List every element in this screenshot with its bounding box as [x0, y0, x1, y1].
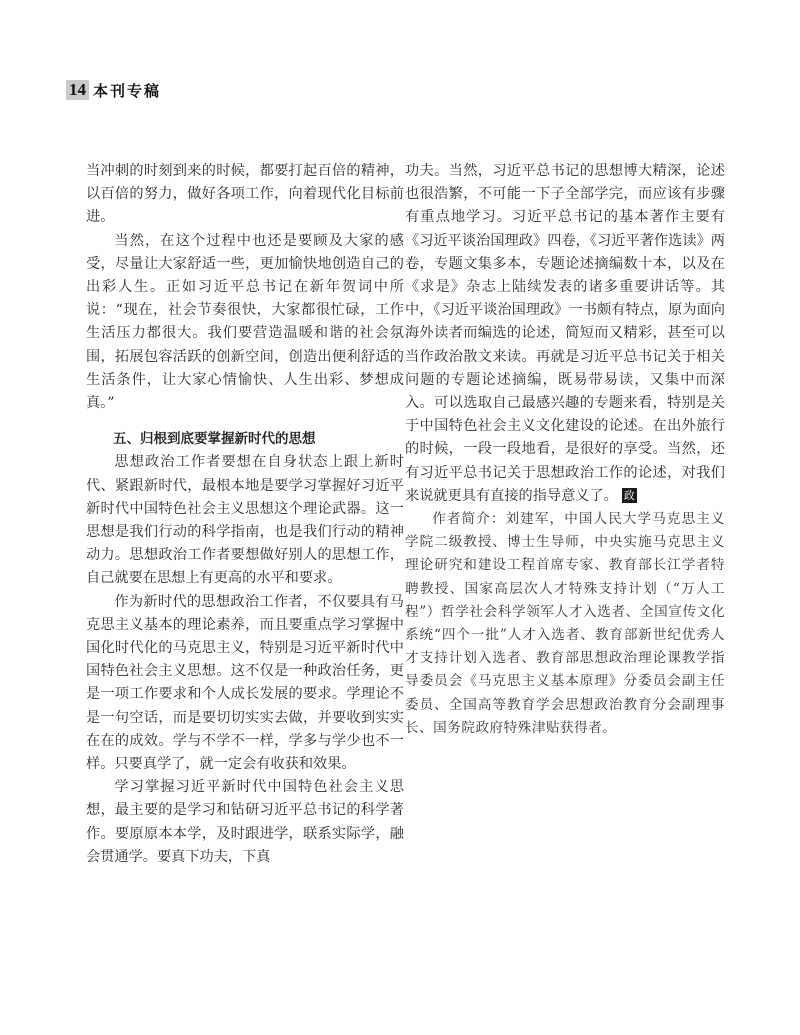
paragraph: 作为新时代的思想政治工作者，不仅要具有马克思主义基本的理论素养，而且要重点学习掌握中国化时代化的马克思主义，特别是习近平新时代中国特色社会主义思想。这不仅是一种政治任务，更是一项工作要求和个人成长发展的要求。学理论不是一句空话，而是要切切实实去做，并要收到实实在在的成效。学与不学不一样，学多与学少也不一样。只要真学了，就一定会有收获和效果。 [86, 593, 404, 773]
right-column [405, 160, 725, 740]
left-column [86, 160, 404, 869]
page-header [66, 80, 161, 100]
paragraph-text: 功夫。当然，习近平总书记的思想博大精深，论述也很浩繁，不可能一下子全部学完，而应该有步骤有重点地学习。习近平总书记的基本著作主要有《习近平谈治国理政》四卷，《习近平著作选读》两卷，专题文集多本，专题论述摘编数十本，以及在《求是》杂志上陆续发表的诸多重要讲话等。其中，《习近平谈治国理政》一书颇有特点，原为面向海外读者而编选的论述，简短而又精彩，甚至可以当作政治散文来读。再就是习近平总书记关于相关问题的专题论述摘编，既易带易读，又集中而深入。可以选取自己最感兴趣的专题来看，特别是关于中国特色社会主义文化建设的论述。在出外旅行的时候，一段一段地看，是很好的享受。当然，还有习近平总书记关于思想政治工作的论述，对我们来说就更具有直接的指导意义了。 [405, 163, 725, 504]
paragraph [405, 160, 725, 508]
paragraph: 当然，在这个过程中也还是要顾及大家的感受，尽量让大家舒适一些，更加愉快地创造自己的出彩人生。正如习近平总书记在新年贺词中所说：“现在，社会节奏很快，大家都很忙碌，工作生活压力都很大。我们要营造温暖和谐的社会氛围，拓展包容活跃的创新空间，创造出便利舒适的生活条件，让大家心情愉快、人生出彩、梦想成真。” [86, 232, 404, 412]
end-mark-icon: 政 [623, 489, 635, 503]
section-label: 本刊专稿 [93, 81, 162, 100]
paragraph: 当冲刺的时刻到来的时候，都要打起百倍的精神，以百倍的努力，做好各项工作，向着现代化目标前进。 [86, 163, 404, 226]
paragraph: 思想政治工作者要想在自身状态上跟上新时代、紧跟新时代，最根本地是要学习掌握好习近平新时代中国特色社会主义思想这个理论武器。这一思想是我们行动的科学指南，也是我们行动的精神动力。思想政治工作者要想做好别人的思想工作，自己就要在思想上有更高的水平和要求。 [86, 454, 404, 587]
paragraph: 学习掌握习近平新时代中国特色社会主义思想，最主要的是学习和钻研习近平总书记的科学著作。要原原本本学，及时跟进学，联系实际学，融会贯通学。要真下功夫，下真 [86, 779, 404, 865]
page-number: 14 [66, 80, 89, 100]
section-heading: 五、归根到底要掌握新时代的思想 [113, 431, 316, 448]
author-bio: 作者简介：刘建军，中国人民大学马克思主义学院二级教授、博士生导师，中央实施马克思主义理论研究和建设工程首席专家、教育部长江学者特聘教授、国家高层次人才特殊支持计划（“万人工程”）哲学社会科学领军人才入选者、全国宣传文化系统“四个一批”人才入选者、教育部新世纪优秀人才支持计划入选者、教育部思想政治理论课教学指导委员会《马克思主义基本原理》分委员会副主任委员、全国高等教育学会思想政治教育分会副理事长、国务院政府特殊津贴获得者。 [405, 511, 725, 736]
